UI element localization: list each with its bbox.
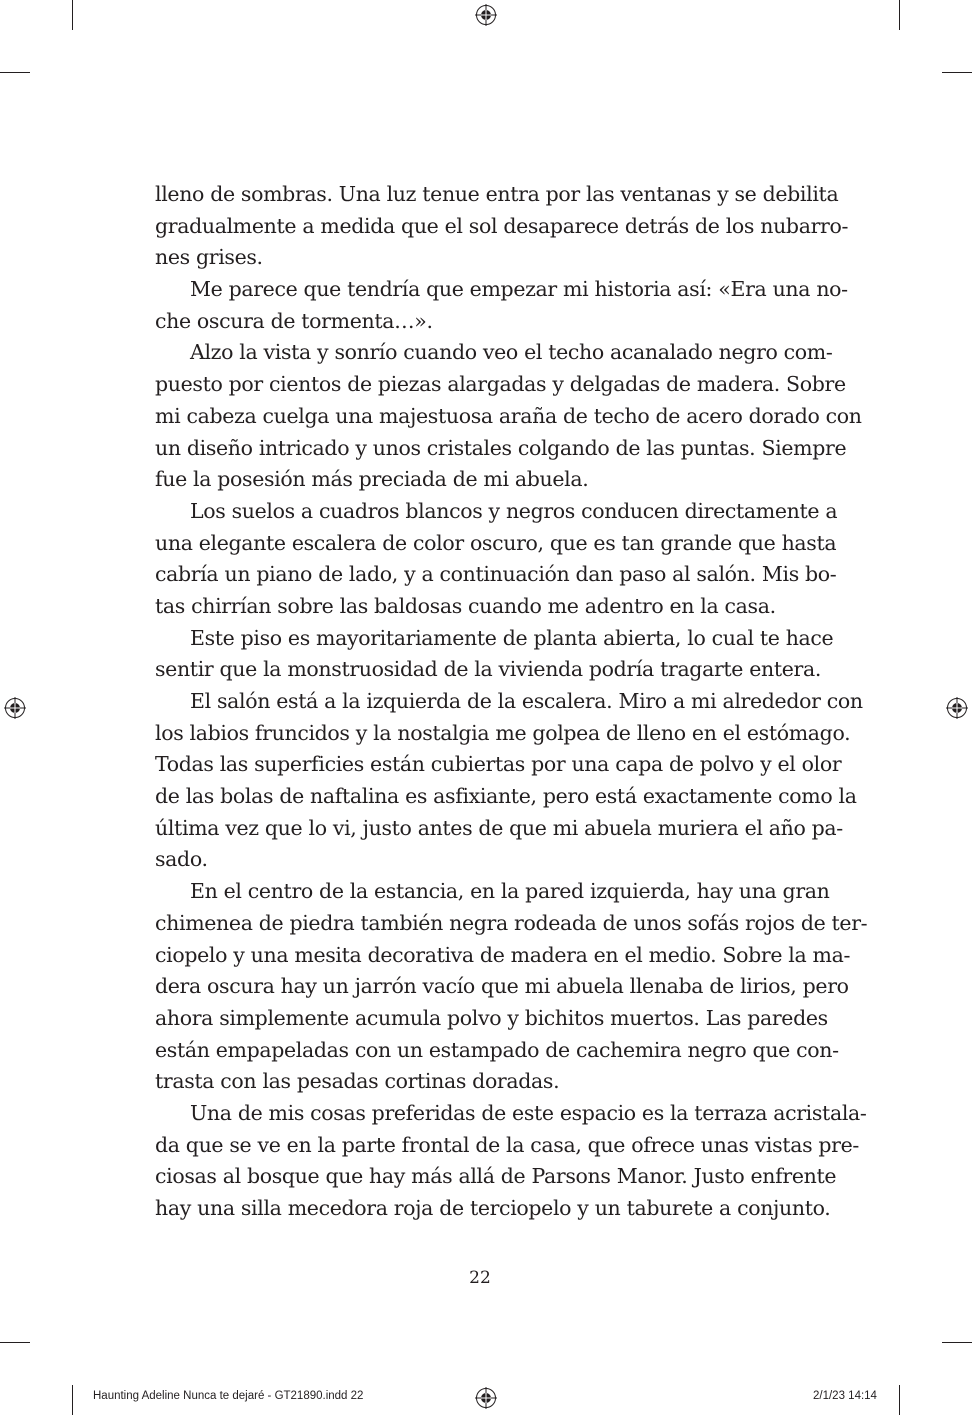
text-line: ciopelo y una mesita decorativa de madera en el medio. Sobre la ma- xyxy=(155,942,851,967)
text-line: de las bolas de naftalina es asfixiante, pero está exactamente como la xyxy=(155,784,857,809)
text-line: los labios fruncidos y la nostalgia me golpea de lleno en el estómago. xyxy=(155,720,851,745)
text-line: cabría un piano de lado, y a continuación dan paso al salón. Mis bo- xyxy=(155,562,837,587)
text-line: En el centro de la estancia, en la pared izquierda, hay una gran xyxy=(190,879,830,904)
paragraph xyxy=(155,274,848,337)
crop-mark-bottom-right-vertical xyxy=(899,1385,900,1415)
text-line: gradualmente a medida que el sol desaparece detrás de los nubarro- xyxy=(155,213,849,238)
text-line: dera oscura hay un jarrón vacío que mi abuela llenaba de lirios, pero xyxy=(155,974,849,999)
crop-mark-bottom-right-horizontal xyxy=(942,1342,972,1343)
text-line: una elegante escalera de color oscuro, que es tan grande que hasta xyxy=(155,530,837,555)
text-line: chimenea de piedra también negra rodeada de unos sofás rojos de ter- xyxy=(155,910,868,935)
paragraph xyxy=(155,1098,867,1225)
text-line: están empapeladas con un estampado de cachemira negro que con- xyxy=(155,1037,839,1062)
text-line: Me parece que tendría que empezar mi historia así: «Era una no- xyxy=(190,277,848,302)
text-line: puesto por cientos de piezas alargadas y delgadas de madera. Sobre xyxy=(155,372,846,397)
text-line: Una de mis cosas preferidas de este espacio es la terraza acristala- xyxy=(190,1100,867,1125)
crop-mark-bottom-left-horizontal xyxy=(0,1342,30,1343)
text-line: trasta con las pesadas cortinas doradas. xyxy=(155,1069,560,1094)
text-line: Alzo la vista y sonrío cuando veo el techo acanalado negro com- xyxy=(190,340,833,365)
paragraph xyxy=(155,179,849,274)
text-line: lleno de sombras. Una luz tenue entra por las ventanas y se debilita xyxy=(155,182,839,206)
slug-file-name: Haunting Adeline Nunca te dejaré - GT21890.indd 22 xyxy=(93,1390,364,1402)
paragraph xyxy=(155,496,838,623)
text-line: Todas las superficies están cubiertas por una capa de polvo y el olor xyxy=(155,752,842,777)
text-line: sentir que la monstruosidad de la vivienda podría tragarte entera. xyxy=(155,657,822,682)
crop-mark-top-left-horizontal xyxy=(0,72,30,73)
page-number: 22 xyxy=(469,1268,491,1288)
slug-datetime: 2/1/23 14:14 xyxy=(813,1390,877,1402)
crop-mark-top-left-vertical xyxy=(72,0,73,30)
text-line: fue la posesión más preciada de mi abuela. xyxy=(155,467,589,492)
paragraph xyxy=(155,686,863,876)
text-line: Este piso es mayoritariamente de planta abierta, lo cual te hace xyxy=(190,625,834,650)
registration-target-icon xyxy=(475,1387,497,1409)
paragraph xyxy=(155,337,862,495)
text-line: ahora simplemente acumula polvo y bichitos muertos. Las paredes xyxy=(155,1005,828,1030)
text-line: tas chirrían sobre las baldosas cuando me adentro en la casa. xyxy=(155,593,776,618)
text-line: Los suelos a cuadros blancos y negros conducen directamente a xyxy=(190,498,838,523)
body-text xyxy=(155,179,868,1225)
text-line: hay una silla mecedora roja de terciopelo y un taburete a conjunto. xyxy=(155,1196,831,1220)
text-line: che oscura de tormenta…». xyxy=(155,308,433,333)
crop-mark-top-right-horizontal xyxy=(942,72,972,73)
text-line: mi cabeza cuelga una majestuosa araña de techo de acero dorado con xyxy=(155,403,862,428)
paragraph xyxy=(155,876,868,1098)
registration-target-icon xyxy=(946,697,968,719)
text-line: nes grises. xyxy=(155,245,263,270)
paragraph xyxy=(155,623,834,686)
text-line: El salón está a la izquierda de la escalera. Miro a mi alrededor con xyxy=(190,689,863,713)
registration-target-icon xyxy=(4,697,26,719)
text-line: un diseño intricado y unos cristales colgando de las puntas. Siempre xyxy=(155,435,847,460)
text-line: última vez que lo vi, justo antes de que mi abuela muriera el año pa- xyxy=(155,815,843,840)
text-line: ciosas al bosque que hay más allá de Parsons Manor. Justo enfrente xyxy=(155,1164,837,1189)
crop-mark-bottom-left-vertical xyxy=(72,1385,73,1415)
crop-mark-top-right-vertical xyxy=(899,0,900,30)
registration-target-icon xyxy=(475,4,497,26)
text-line: sado. xyxy=(155,847,208,872)
text-line: da que se ve en la parte frontal de la casa, que ofrece unas vistas pre- xyxy=(155,1132,859,1157)
